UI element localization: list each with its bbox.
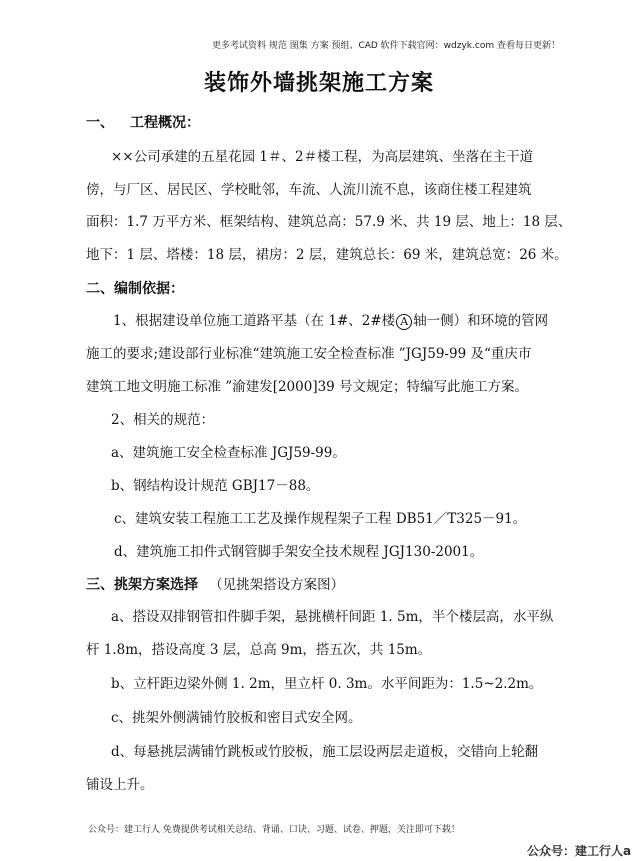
section-2-line: 建筑工地文明施工标准 ”渝建发[2000]39 号文规定；特编写此施工方案。 (86, 379, 529, 395)
spec-item: c、建筑安装工程施工工艺及操作规程架子工程 DB51／T325－91。 (114, 511, 527, 527)
section-2-line: 2、相关的规范： (111, 412, 215, 428)
spec-item: a、建筑施工安全检查标准 JGJ59-99。 (111, 445, 346, 461)
section-1-line: 面积：1.7 万平方米、框架结构、建筑总高：57.9 米、共 19 层、地上：18 层、 (86, 214, 572, 230)
spec-item: b、钢结构设计规范 GBJ17－88。 (111, 478, 320, 494)
section-3-line: d、每悬挑层满铺竹跳板或竹胶板，施工层设两层走道板，交错向上轮翻 (111, 744, 539, 760)
header-note: 更多考试资料 规范 图集 方案 预组、CAD 软件下载官网：wdzyk.com 查看每日更新！ (212, 41, 560, 51)
section-3-line: b、立杆距边梁外侧 1. 2m，里立杆 0. 3m。水平间距为：1.5~2.2m。 (111, 676, 543, 692)
spec-item: d、建筑施工扣件式钢管脚手架安全技术规程 JGJ130-2001。 (114, 544, 484, 560)
section-3-line: a、搭设双排钢管扣件脚手架，悬挑横杆间距 1. 5m，半个楼层高，水平纵 (111, 609, 554, 625)
section-1-title: 工程概况： (130, 115, 200, 131)
page-title: 装饰外墙挑架施工方案 (203, 70, 434, 96)
section-2-line-1-start: 1、根据建设单位施工道路平基（在 1#、2#楼 (113, 313, 396, 329)
section-1-heading (86, 112, 200, 132)
section-3-line: 杆 1.8m，搭设高度 3 层，总高 9m，搭五次，共 15m。 (86, 642, 432, 658)
section-3-title: 三、挑架方案选择 (86, 577, 198, 593)
section-2-heading: 二、编制依据： (86, 281, 184, 297)
watermark: 公众号：建工行人a (527, 844, 632, 858)
section-2-line-1-end: 轴一侧）和环境的管网 (413, 313, 549, 329)
section-1-line: ××公司承建的五星花园 1＃、2＃楼工程，为高层建筑、坐落在主干道 (111, 149, 534, 165)
axis-circle-label: A (396, 314, 412, 330)
footer-note: 公众号：建工行人 免费提供考试相关总结、背诵、口诀、习题、试卷、押题，关注即可下载！ (88, 825, 460, 835)
section-3-note: （见挑架搭设方案图） (209, 577, 345, 593)
section-3-heading (86, 573, 344, 594)
section-3-line: 铺设上升。 (86, 777, 154, 793)
section-1-line: 地下：1 层、塔楼：18 层，裙房：2 层，建筑总长：69 米，建筑总宽：26 米。 (86, 247, 568, 263)
section-1-number: 一、 (86, 115, 114, 131)
section-2-line (113, 309, 548, 330)
section-2-line: 施工的要求;建设部行业标准“建筑施工安全检查标准 ”JGJ59-99 及“重庆市 (86, 346, 532, 362)
section-3-line: c、挑架外侧满铺竹胶板和密目式安全网。 (111, 710, 362, 726)
section-1-line: 傍，与厂区、居民区、学校毗邻，车流、人流川流不息，该商住楼工程建筑 (86, 182, 532, 198)
